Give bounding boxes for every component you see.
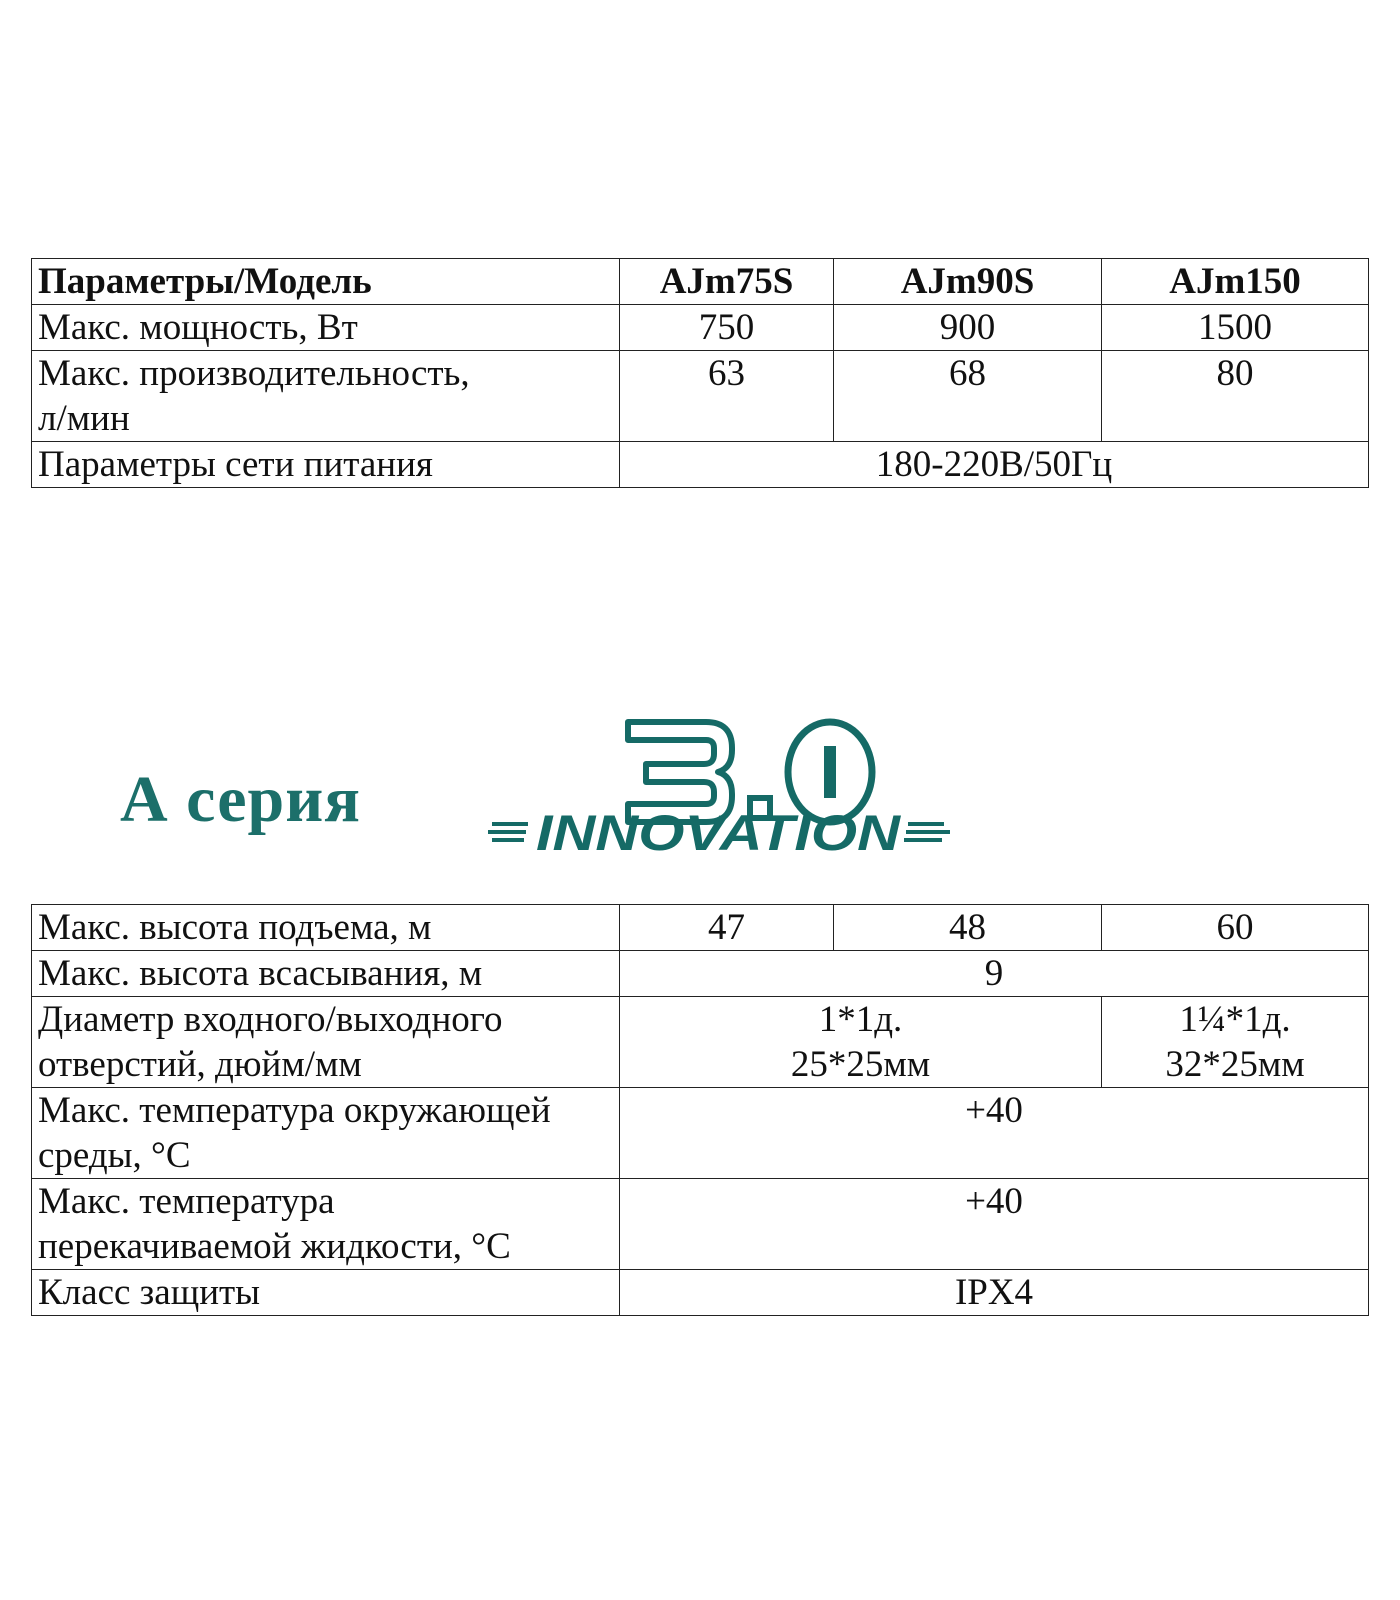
liquid-temp-value: +40 [620, 1179, 1369, 1270]
head-ajm90s: 48 [834, 905, 1102, 951]
ambient-temp-value: +40 [620, 1088, 1369, 1179]
row-label-flow: Макс. производительность, л/мин [32, 351, 620, 442]
row-label-suction: Макс. высота всасывания, м [32, 951, 620, 997]
row-label-liquid-temp: Макс. температура перекачиваемой жидкости, °C [32, 1179, 620, 1270]
header-model-ajm75s: AJm75S [620, 259, 834, 305]
speed-lines-right [904, 824, 950, 840]
table-row [32, 905, 1369, 951]
table-row [32, 1088, 1369, 1179]
table-row [32, 1270, 1369, 1316]
power-ajm150: 1500 [1102, 305, 1369, 351]
table-row [32, 442, 1369, 488]
row-label-diameter: Диаметр входного/выходного отверстий, дюйм/мм [32, 997, 620, 1088]
flow-ajm75s: 63 [620, 351, 834, 442]
head-ajm75s: 47 [620, 905, 834, 951]
table-header-row [32, 259, 1369, 305]
table-row [32, 997, 1369, 1088]
row-label-mains: Параметры сети питания [32, 442, 620, 488]
table-row [32, 951, 1369, 997]
innovation-logo [488, 712, 978, 874]
header-model-ajm150: AJm150 [1102, 259, 1369, 305]
flow-ajm90s: 68 [834, 351, 1102, 442]
specs-table-series-a [31, 904, 1369, 1316]
header-parameters: Параметры/Модель [32, 259, 620, 305]
suction-value: 9 [620, 951, 1369, 997]
flow-ajm150: 80 [1102, 351, 1369, 442]
head-ajm150: 60 [1102, 905, 1369, 951]
innovation-wordmark: INNOVATION [536, 805, 902, 861]
speed-lines-left [488, 824, 528, 840]
diameter-ajm75s-ajm90s: 1*1д. 25*25мм [620, 997, 1102, 1088]
row-label-protection: Класс защиты [32, 1270, 620, 1316]
protection-value: IPX4 [620, 1270, 1369, 1316]
power-ajm75s: 750 [620, 305, 834, 351]
table-row [32, 351, 1369, 442]
header-model-ajm90s: AJm90S [834, 259, 1102, 305]
digit-zero-bar [824, 746, 836, 798]
mains-value: 180-220В/50Гц [620, 442, 1369, 488]
diameter-ajm150: 1¼*1д. 32*25мм [1102, 997, 1369, 1088]
series-title: А серия [120, 763, 361, 836]
row-label-ambient-temp: Макс. температура окружающей среды, °C [32, 1088, 620, 1179]
power-ajm90s: 900 [834, 305, 1102, 351]
table-row [32, 305, 1369, 351]
row-label-power: Макс. мощность, Вт [32, 305, 620, 351]
specs-table-main [31, 258, 1369, 488]
table-row [32, 1179, 1369, 1270]
row-label-head: Макс. высота подъема, м [32, 905, 620, 951]
